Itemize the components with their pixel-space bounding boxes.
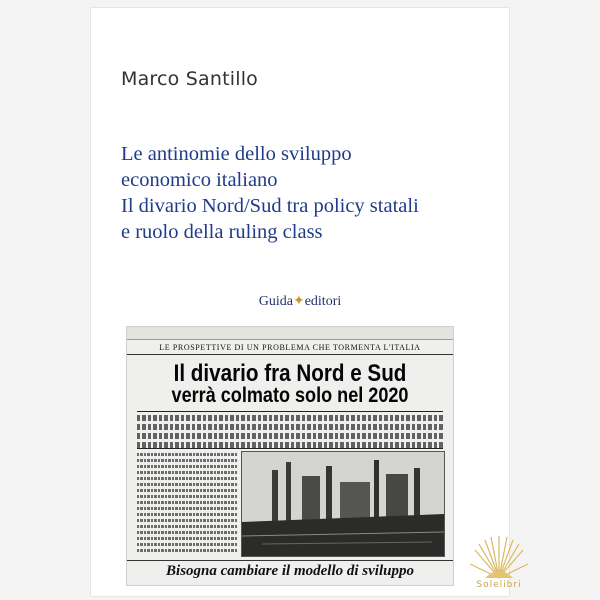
clipping-bottom-headline: Bisogna cambiare il modello di sviluppo: [127, 560, 453, 580]
book-title: [121, 141, 501, 245]
publisher-name-left: Guida: [258, 294, 293, 309]
clipping-body-text: [137, 453, 237, 557]
newspaper-clipping: [126, 326, 454, 586]
steelworks-illustration: [242, 452, 444, 556]
book-cover: [91, 8, 522, 596]
title-line-1: Le antinomie dello sviluppo: [121, 143, 352, 165]
title-line-2: economico italiano: [121, 169, 278, 191]
clipping-headline-2: verrà colmato solo nel 2020: [171, 384, 409, 407]
series-name: Solelibri: [476, 580, 522, 590]
clipping-header-strip: [127, 327, 453, 340]
clipping-headline-1: Il divario fra Nord e Sud: [173, 360, 407, 387]
publisher-dot-icon: ✦: [292, 294, 305, 309]
subtitle-line-1: Il divario Nord/Sud tra policy statali: [121, 195, 419, 217]
subtitle-line-2: e ruolo della ruling class: [121, 221, 323, 243]
author-name: Marco Santillo: [121, 68, 258, 90]
clipping-lead-paragraph: [137, 411, 443, 449]
clipping-kicker: LE PROSPETTIVE DI UN PROBLEMA CHE TORMENTA L'ITALIA: [127, 343, 453, 355]
publisher-name-right: editori: [304, 294, 342, 309]
publisher-logo: [91, 293, 509, 310]
clipping-photo-steelworks: [241, 451, 445, 557]
